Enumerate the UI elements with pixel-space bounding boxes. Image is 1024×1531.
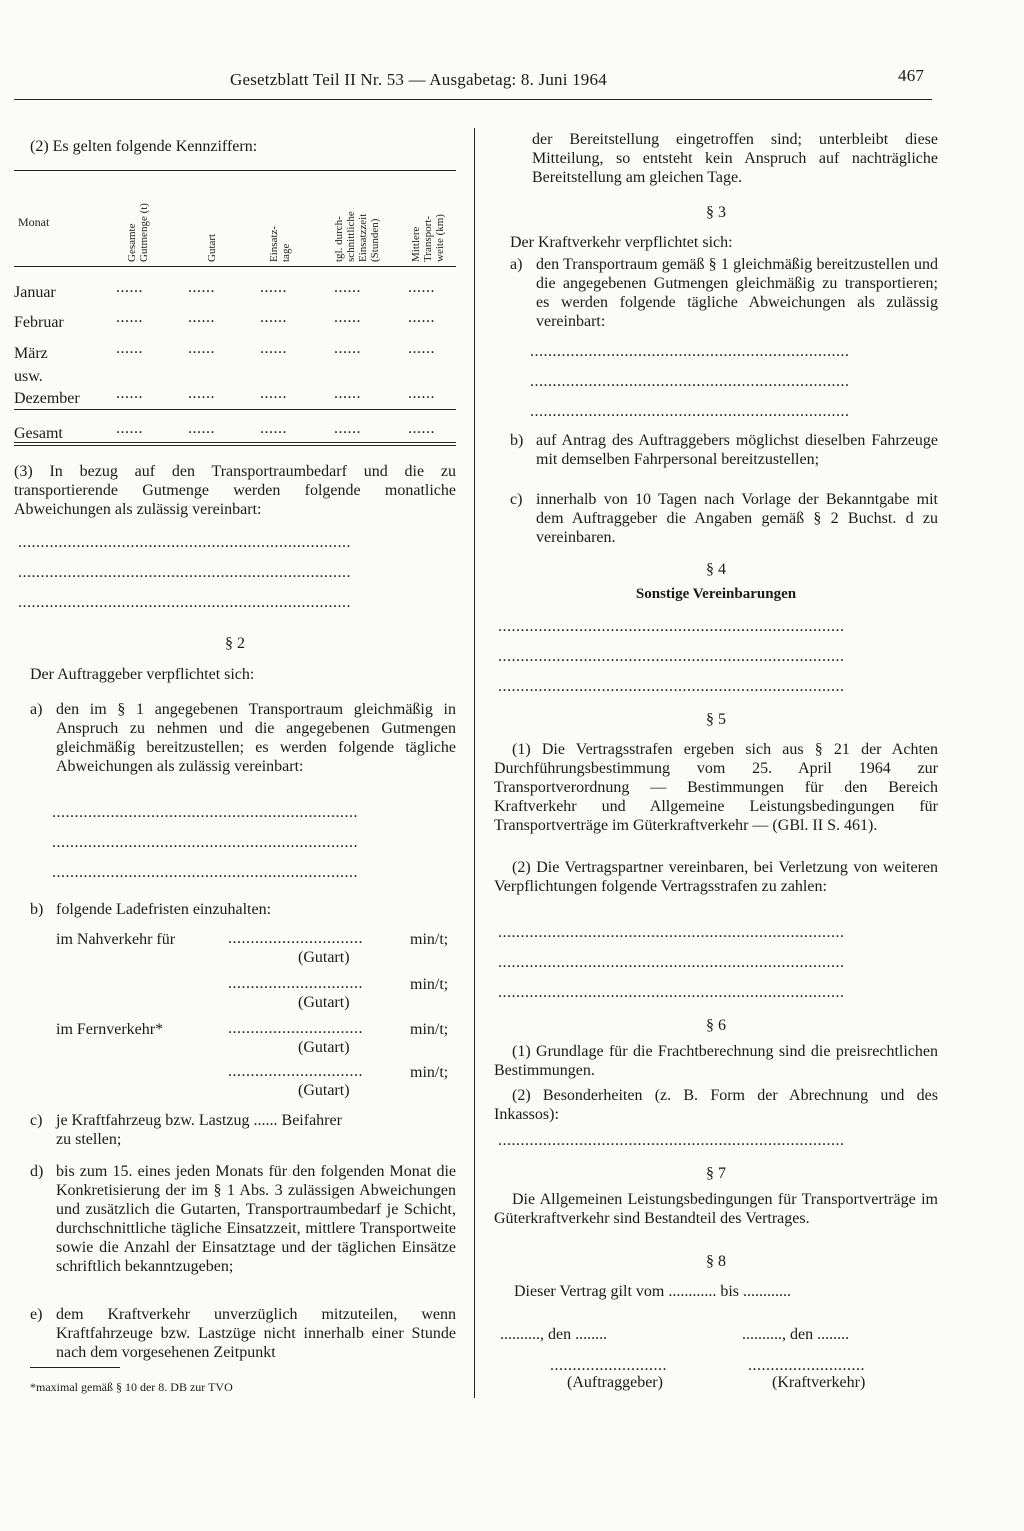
section-2-intro: Der Auftraggeber verpflichtet sich: <box>30 666 255 683</box>
row-label-maerz: März <box>14 345 48 362</box>
fill-line: .............................. <box>228 1063 363 1080</box>
table-bottom-rule-1 <box>14 442 456 443</box>
th-transportweite: Mittlere Transport- weite (km) <box>410 214 446 262</box>
signature-line-auftraggeber: .......................... <box>550 1357 667 1374</box>
table-cell: ...... <box>188 340 215 357</box>
section-7-text: Die Allgemeinen Leistungsbedingungen für Transportverträge im Güterkraftverkehr sind Bestandteil des Vertrages. <box>494 1191 938 1227</box>
fill-line: .................................................................... <box>52 864 358 881</box>
item-label-a: a) <box>510 256 523 273</box>
fill-line: ....................................................................... <box>530 403 850 420</box>
unit-min-t: min/t; <box>410 931 449 948</box>
fill-line: .......................................................................... <box>18 564 351 581</box>
section-6-p2: (2) Besonderheiten (z. B. Form der Abrechnung und des Inkassos): <box>494 1087 938 1123</box>
signature-auftraggeber: (Auftraggeber) <box>567 1374 663 1391</box>
th-einsatzzeit: tgl. durch- schnittliche Einsatzzeit (Stunden) <box>333 211 381 262</box>
section-2-e: dem Kraftverkehr unverzüglich mitzuteilen, wenn Kraftfahrzeuge bzw. Lastzüge nicht innerhalb einer Stunde nach dem vorgesehenen Zeitpunkt <box>56 1306 456 1361</box>
table-cell: ...... <box>408 340 435 357</box>
section-2-a: den im § 1 angegebenen Transportraum gleichmäßig in Anspruch zu nehmen und die angegebenen Gutmengen gleichmäßig bereitzustellen; es werden folgende tägliche Abweichungen als zulässig vereinbart: <box>56 701 456 775</box>
section-3-title: § 3 <box>706 204 726 221</box>
table-cell: ...... <box>116 385 143 402</box>
table-cell: ...... <box>408 309 435 326</box>
fill-line: ............................................................................. <box>498 954 845 971</box>
table-bottom-rule-2 <box>14 445 456 446</box>
gutart-caption: (Gutart) <box>298 1039 350 1056</box>
section-2-b: folgende Ladefristen einzuhalten: <box>56 901 272 918</box>
signature-kraftverkehr: (Kraftverkehr) <box>772 1374 866 1391</box>
fernverkehr-label: im Fernverkehr* <box>56 1021 164 1038</box>
header-rule <box>14 99 932 100</box>
section-4-subtitle: Sonstige Vereinbarungen <box>635 586 797 602</box>
item-label-b: b) <box>30 901 44 918</box>
running-header: Gesetzblatt Teil II Nr. 53 — Ausgabetag: 8. Juni 1964 <box>230 70 607 89</box>
fill-line: ....................................................................... <box>530 373 850 390</box>
section-3-c: innerhalb von 10 Tagen nach Vorlage der Bekanntgabe mit dem Auftraggeber die Angaben gemäß § 2 Buchst. d zu vereinbaren. <box>536 491 938 546</box>
section-2-c-line2: zu stellen; <box>56 1131 122 1148</box>
table-cell: ...... <box>116 340 143 357</box>
fill-line: ....................................................................... <box>530 343 850 360</box>
table-cell: ...... <box>188 385 215 402</box>
gutart-caption: (Gutart) <box>298 994 350 1011</box>
page-number: 467 <box>898 66 925 85</box>
row-label-januar: Januar <box>14 284 56 301</box>
nahverkehr-label: im Nahverkehr für <box>56 931 176 948</box>
table-top-rule <box>14 170 456 171</box>
gutart-caption: (Gutart) <box>298 1082 350 1099</box>
fill-line: ............................................................................. <box>498 984 845 1001</box>
section-5-p1: (1) Die Vertragsstrafen ergeben sich aus § 21 der Achten Durchführungsbestimmung vom 25. April 1964 zur Transportverordnung — Bestimmungen für den Bereich Kraftverkehr und Allgemeine Leistungsbedingungen für Transportverträge im Güterkraftverkehr — (GBl. II S. 461). <box>494 741 938 834</box>
row-label-februar: Februar <box>14 314 64 331</box>
fill-line: ............................................................................. <box>498 924 845 941</box>
table-cell: ...... <box>116 279 143 296</box>
fill-line: ............................................................................. <box>498 678 845 695</box>
item-label-b: b) <box>510 432 524 449</box>
table-cell: ...... <box>260 420 287 437</box>
table-cell: ...... <box>188 420 215 437</box>
gutart-caption: (Gutart) <box>298 949 350 966</box>
section-7-title: § 7 <box>706 1165 726 1182</box>
fill-line: ............................................................................. <box>498 1132 845 1149</box>
fill-line: .............................. <box>228 975 363 992</box>
row-label-gesamt: Gesamt <box>14 425 63 442</box>
table-cell: ...... <box>116 309 143 326</box>
unit-min-t: min/t; <box>410 1064 449 1081</box>
item-label-d: d) <box>30 1163 44 1180</box>
table-cell: ...... <box>260 309 287 326</box>
fill-line: .......................................................................... <box>18 534 351 551</box>
section-4-title: § 4 <box>706 561 726 578</box>
section-6-title: § 6 <box>706 1017 726 1034</box>
continued-paragraph: der Bereitstellung eingetroffen sind; unterbleibt diese Mitteilung, so entsteht kein Anspruch auf nachträgliche Bereitstellung am gleichen Tage. <box>532 131 938 186</box>
fill-line: ............................................................................. <box>498 618 845 635</box>
table-cell: ...... <box>408 420 435 437</box>
section-2-c-line1: je Kraftfahrzeug bzw. Lastzug ...... Beifahrer <box>56 1112 342 1129</box>
th-gutart: Gutart <box>206 233 218 262</box>
table-cell: ...... <box>260 340 287 357</box>
table-cell: ...... <box>408 385 435 402</box>
place-date-right: .........., den ........ <box>742 1326 850 1343</box>
th-monat: Monat <box>18 215 50 229</box>
fill-line: .................................................................... <box>52 834 358 851</box>
table-cell: ...... <box>188 309 215 326</box>
unit-min-t: min/t; <box>410 1021 449 1038</box>
section-8-validity: Dieser Vertrag gilt vom ............ bis ............ <box>514 1283 792 1300</box>
paragraph-2-intro: (2) Es gelten folgende Kennziffern: <box>30 138 258 155</box>
table-cell: ...... <box>334 279 361 296</box>
fill-line: ............................................................................. <box>498 648 845 665</box>
table-cell: ...... <box>260 385 287 402</box>
item-label-c: c) <box>510 491 523 508</box>
place-date-left: .........., den ........ <box>500 1326 608 1343</box>
th-einsatztage: Einsatz- tage <box>268 225 292 262</box>
section-3-a: den Transportraum gemäß § 1 gleichmäßig bereitzustellen und die angegebenen Gutmengen gleichmäßig zu transportieren; es werden folgende tägliche Abweichungen als zulässig vereinbart: <box>536 256 938 330</box>
fill-line: .............................. <box>228 1020 363 1037</box>
item-label-c: c) <box>30 1112 43 1129</box>
column-divider <box>474 128 475 1398</box>
section-5-title: § 5 <box>706 711 726 728</box>
section-6-p1: (1) Grundlage für die Frachtberechnung sind die preisrechtlichen Bestimmungen. <box>494 1043 938 1079</box>
section-2-title: § 2 <box>225 635 245 652</box>
table-cell: ...... <box>334 309 361 326</box>
unit-min-t: min/t; <box>410 976 449 993</box>
footnote: *maximal gemäß § 10 der 8. DB zur TVO <box>30 1380 233 1394</box>
table-header-rule <box>14 266 456 267</box>
section-8-title: § 8 <box>706 1253 726 1270</box>
table-cell: ...... <box>334 385 361 402</box>
table-cell: ...... <box>260 279 287 296</box>
table-cell: ...... <box>334 420 361 437</box>
section-2-d: bis zum 15. eines jeden Monats für den folgenden Monat die Konkretisierung der im § 1 Abs. 3 zulässigen Abweichungen und zusätzlich die Gutarten, Transportraumbedarf je Schicht, durchschnittliche tägliche Einsatzzeit, mittlere Transportweite sowie die Anzahl der Einsatztage und der täglichen Einsätze schriftlich bekanntzugeben; <box>56 1163 456 1275</box>
section-5-p2: (2) Die Vertragspartner vereinbaren, bei Verletzung von weiteren Verpflichtungen folgende Vertragsstrafen zu zahlen: <box>494 859 938 895</box>
table-cell: ...... <box>408 279 435 296</box>
item-label-e: e) <box>30 1306 43 1323</box>
table-cell: ...... <box>334 340 361 357</box>
fill-line: .............................. <box>228 930 363 947</box>
fill-line: .................................................................... <box>52 804 358 821</box>
footnote-rule <box>30 1367 120 1368</box>
signature-line-kraftverkehr: .......................... <box>748 1357 865 1374</box>
table-cell: ...... <box>116 420 143 437</box>
table-cell: ...... <box>188 279 215 296</box>
th-gutmenge: Gesamte Gutmenge (t) <box>126 203 150 262</box>
row-label-dezember: Dezember <box>14 390 80 407</box>
section-3-b: auf Antrag des Auftraggebers möglichst dieselben Fahrzeuge mit demselben Fahrpersonal bereitzustellen; <box>536 432 938 468</box>
row-label-usw: usw. <box>14 368 43 385</box>
fill-line: .......................................................................... <box>18 594 351 611</box>
paragraph-3: (3) In bezug auf den Transportraumbedarf und die zu transportierende Gutmenge werden folgende monatliche Abweichungen als zulässig vereinbart: <box>14 463 456 518</box>
section-3-intro: Der Kraftverkehr verpflichtet sich: <box>510 234 733 251</box>
item-label-a: a) <box>30 701 43 718</box>
table-sum-rule <box>14 409 456 410</box>
